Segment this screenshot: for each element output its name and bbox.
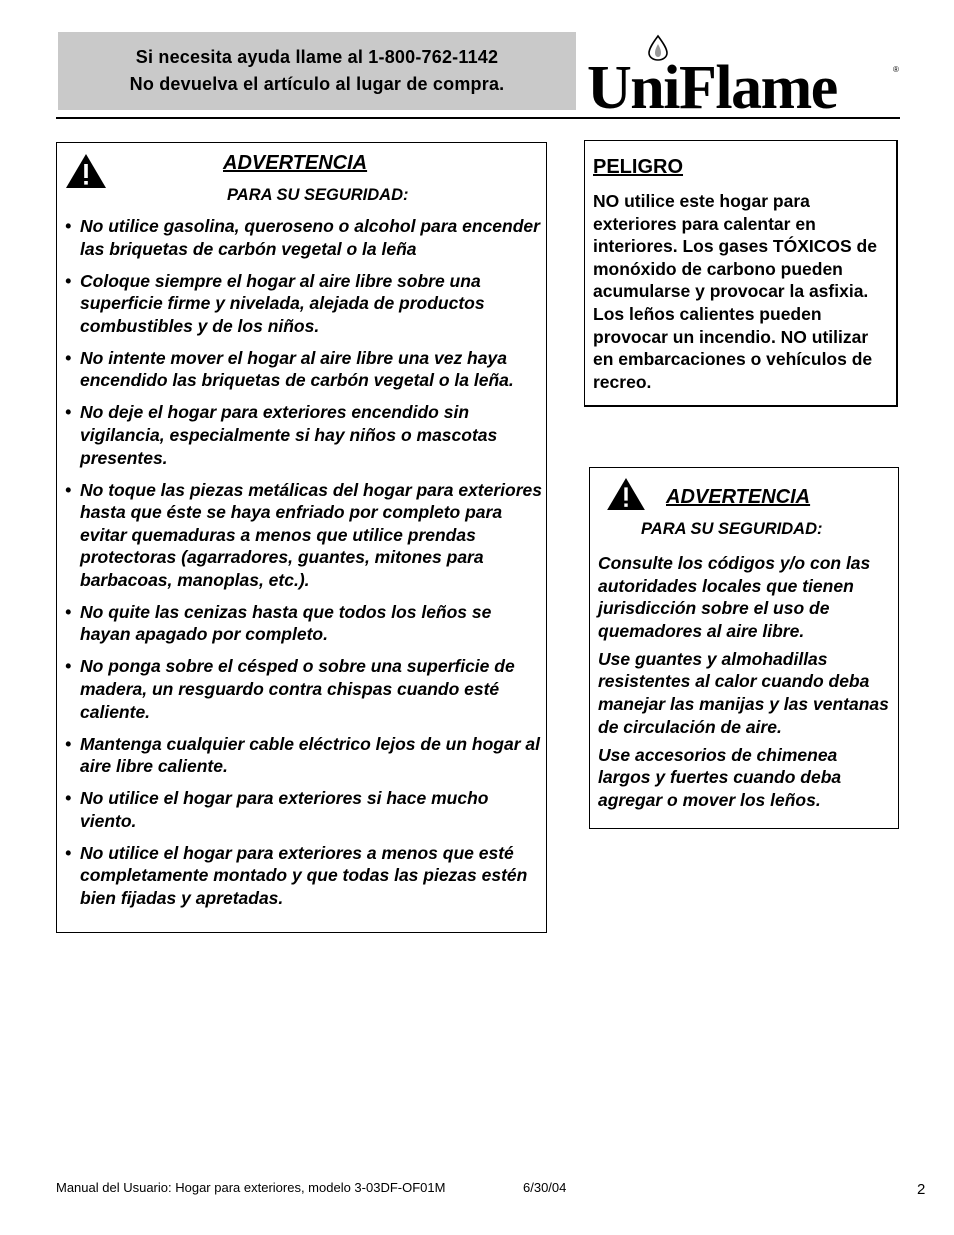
warning-triangle-icon — [65, 153, 107, 189]
warning-subtitle: PARA SU SEGURIDAD: — [641, 520, 823, 538]
uniflame-logo — [586, 30, 902, 114]
list-item: • No toque las piezas metálicas del hogar para exteriores hasta que éste se haya enfriado por completo para evitar quemaduras a menos que utilice prendas protectoras (agarradores, guantes, mitones para barbacoas, manoplas, etc.). — [65, 479, 543, 592]
list-item: • No deje el hogar para exteriores encendido sin vigilancia, especialmente si hay niños o mascotas presentes. — [65, 401, 543, 469]
logo-wordmark: UniFlame — [587, 54, 837, 114]
registered-mark: ® — [893, 65, 899, 74]
danger-body: NO utilice este hogar para exteriores para calentar en interiores. Los gases TÓXICOS de monóxido de carbono pueden acumularse y provocar la asfixia. Los leños calientes pueden provocar un incendio. NO utilizar en embarcaciones o vehículos de recreo. — [593, 191, 877, 392]
help-banner — [58, 32, 576, 110]
list-item: • No utilice el hogar para exteriores a menos que esté completamente montado y que todas las piezas estén bien fijadas y apretadas. — [65, 842, 543, 910]
list-item: • No intente mover el hogar al aire libre una vez haya encendido las briquetas de carbón vegetal o la leña. — [65, 347, 543, 392]
warning-paragraphs — [598, 552, 894, 817]
warning-list — [65, 215, 543, 919]
warning-triangle-icon — [606, 477, 646, 511]
warning-paragraph: Use guantes y almohadillas resistentes al calor cuando deba manejar las manijas y las ventanas de circulación de aire. — [598, 648, 889, 737]
warning-panel-right — [589, 467, 899, 829]
warning-title: ADVERTENCIA — [666, 486, 811, 508]
footer-date: 6/30/04 — [523, 1180, 567, 1195]
warning-title: ADVERTENCIA — [223, 152, 368, 174]
list-item: • No ponga sobre el césped o sobre una superficie de madera, un resguardo contra chispas cuando esté caliente. — [65, 655, 543, 723]
page-number: 2 — [917, 1181, 926, 1198]
header-rule — [56, 117, 900, 119]
warning-subtitle: PARA SU SEGURIDAD: — [227, 186, 409, 204]
list-item: • No quite las cenizas hasta que todos los leños se hayan apagado por completo. — [65, 601, 543, 646]
list-item: • Mantenga cualquier cable eléctrico lejos de un hogar al aire libre caliente. — [65, 733, 543, 778]
warning-paragraph: Use accesorios de chimenea largos y fuertes cuando deba agregar o mover los leños. — [598, 744, 842, 810]
warning-paragraph: Consulte los códigos y/o con las autoridades locales que tienen jurisdicción sobre el uso de quemadores al aire libre. — [598, 553, 871, 641]
danger-title: PELIGRO — [593, 156, 684, 178]
warning-panel-left — [56, 142, 547, 933]
footer-manual-title: Manual del Usuario: Hogar para exteriores, modelo 3-03DF-OF01M — [56, 1180, 446, 1195]
list-item: • No utilice gasolina, queroseno o alcohol para encender las briquetas de carbón vegetal o la leña — [65, 215, 543, 260]
no-return-line: No devuelva el artículo al lugar de compra. — [129, 74, 505, 94]
list-item: • Coloque siempre el hogar al aire libre sobre una superficie firme y nivelada, alejada de productos combustibles y de los niños. — [65, 270, 543, 338]
help-phone-line: Si necesita ayuda llame al 1-800-762-1142 — [135, 47, 499, 67]
danger-panel — [584, 140, 898, 407]
list-item: • No utilice el hogar para exteriores si hace mucho viento. — [65, 787, 543, 832]
